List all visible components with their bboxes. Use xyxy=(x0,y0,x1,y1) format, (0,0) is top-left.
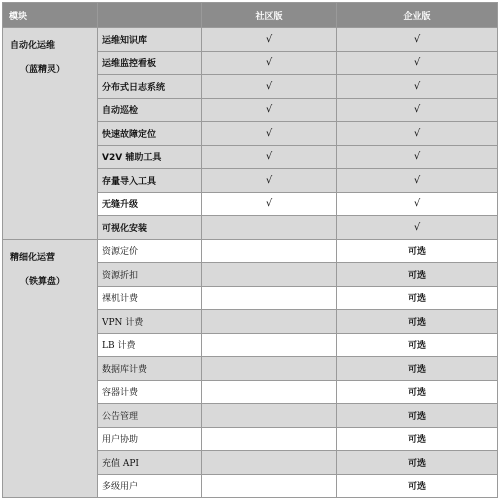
feature-name: 数据库计费 xyxy=(98,357,202,381)
module-name: 精细化运营 xyxy=(10,252,56,263)
feature-name: 运维监控看板 xyxy=(98,51,202,75)
community-value: √ xyxy=(202,51,337,75)
feature-name: VPN 计费 xyxy=(98,310,202,334)
enterprise-value: 可选 xyxy=(337,380,498,404)
feature-name: 裸机计费 xyxy=(98,286,202,310)
table-row xyxy=(3,239,498,263)
feature-name: 无缝升级 xyxy=(98,192,202,216)
community-value xyxy=(202,474,337,498)
header-module: 模块 xyxy=(3,3,98,28)
feature-name: 充值 API xyxy=(98,451,202,475)
community-value xyxy=(202,404,337,428)
enterprise-value: 可选 xyxy=(337,333,498,357)
community-value xyxy=(202,216,337,240)
module-name: 自动化运维 xyxy=(10,41,56,51)
enterprise-value: 可选 xyxy=(337,286,498,310)
feature-name: 快速故障定位 xyxy=(98,122,202,146)
module-cell-operations xyxy=(3,239,98,498)
community-value: √ xyxy=(202,28,337,52)
community-value xyxy=(202,333,337,357)
module-cell-automation xyxy=(3,28,98,240)
enterprise-value: √ xyxy=(337,145,498,169)
enterprise-value: √ xyxy=(337,98,498,122)
community-value: √ xyxy=(202,145,337,169)
community-value xyxy=(202,263,337,287)
community-value: √ xyxy=(202,192,337,216)
enterprise-value: √ xyxy=(337,28,498,52)
feature-name: LB 计费 xyxy=(98,333,202,357)
community-value xyxy=(202,286,337,310)
feature-name: 用户协助 xyxy=(98,427,202,451)
community-value xyxy=(202,380,337,404)
comparison-table-container xyxy=(2,2,497,496)
feature-name: 分布式日志系统 xyxy=(98,75,202,99)
feature-name: 运维知识库 xyxy=(98,28,202,52)
feature-name: 多级用户 xyxy=(98,474,202,498)
feature-name: 可视化安装 xyxy=(98,216,202,240)
enterprise-value: 可选 xyxy=(337,239,498,263)
community-value: √ xyxy=(202,122,337,146)
enterprise-value: 可选 xyxy=(337,404,498,428)
header-feature xyxy=(98,3,202,28)
enterprise-value: 可选 xyxy=(337,310,498,334)
module-subname: （蓝精灵） xyxy=(20,65,66,75)
enterprise-value: √ xyxy=(337,51,498,75)
module-subname: （铁算盘） xyxy=(20,276,66,287)
header-community: 社区版 xyxy=(202,3,337,28)
feature-name: 容器计费 xyxy=(98,380,202,404)
enterprise-value: 可选 xyxy=(337,263,498,287)
community-value: √ xyxy=(202,98,337,122)
community-value xyxy=(202,427,337,451)
enterprise-value: √ xyxy=(337,216,498,240)
feature-name: 自动巡检 xyxy=(98,98,202,122)
community-value: √ xyxy=(202,169,337,193)
community-value: √ xyxy=(202,75,337,99)
edition-comparison-table xyxy=(2,2,498,498)
feature-name: 资源定价 xyxy=(98,239,202,263)
enterprise-value: 可选 xyxy=(337,474,498,498)
enterprise-value: √ xyxy=(337,75,498,99)
enterprise-value: 可选 xyxy=(337,451,498,475)
feature-name: 资源折扣 xyxy=(98,263,202,287)
table-row xyxy=(3,28,498,52)
enterprise-value: √ xyxy=(337,192,498,216)
feature-name: 公告管理 xyxy=(98,404,202,428)
community-value xyxy=(202,310,337,334)
community-value xyxy=(202,357,337,381)
enterprise-value: √ xyxy=(337,122,498,146)
community-value xyxy=(202,239,337,263)
enterprise-value: 可选 xyxy=(337,427,498,451)
community-value xyxy=(202,451,337,475)
enterprise-value: √ xyxy=(337,169,498,193)
header-row xyxy=(3,3,498,28)
header-enterprise: 企业版 xyxy=(337,3,498,28)
feature-name: V2V 辅助工具 xyxy=(98,145,202,169)
enterprise-value: 可选 xyxy=(337,357,498,381)
feature-name: 存量导入工具 xyxy=(98,169,202,193)
